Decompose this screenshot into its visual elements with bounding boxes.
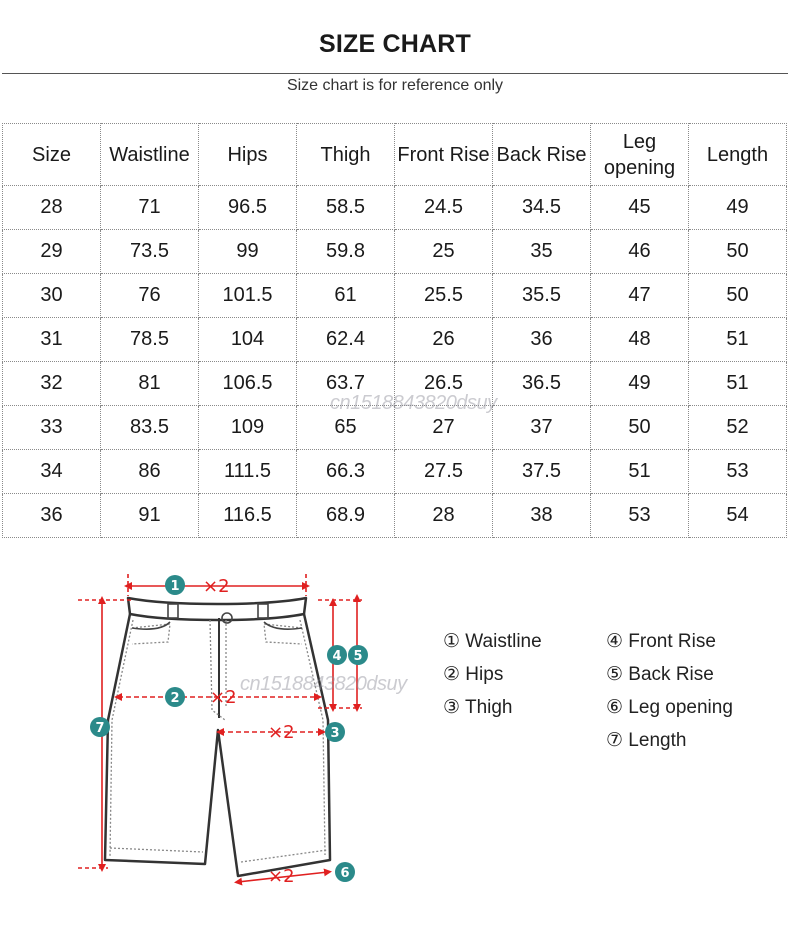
table-cell: 51	[591, 450, 689, 494]
legend-item-length: ⑦ Length	[606, 730, 687, 751]
table-cell: 53	[689, 450, 787, 494]
size-table	[2, 123, 787, 538]
thigh-multiplier: ×2	[268, 722, 295, 743]
table-cell: 96.5	[199, 186, 297, 230]
table-cell: 35	[493, 230, 591, 274]
table-cell: 37	[493, 406, 591, 450]
legend-item-hips: ② Hips	[443, 664, 504, 685]
table-row	[3, 318, 787, 362]
table-cell: 63.7	[297, 362, 395, 406]
page-subtitle: Size chart is for reference only	[286, 77, 504, 94]
table-cell: 36.5	[493, 362, 591, 406]
table-cell: 104	[199, 318, 297, 362]
hips-multiplier: ×2	[210, 687, 237, 708]
table-cell: 47	[591, 274, 689, 318]
svg-text:2: 2	[170, 691, 180, 706]
table-cell: 27	[395, 406, 493, 450]
table-cell: 24.5	[395, 186, 493, 230]
table-row	[3, 450, 787, 494]
table-cell: 29	[3, 230, 101, 274]
badge-4-icon	[327, 645, 347, 665]
table-cell: 101.5	[199, 274, 297, 318]
pants-diagram	[0, 560, 430, 900]
table-row	[3, 274, 787, 318]
table-cell: 54	[689, 494, 787, 538]
table-cell: 36	[3, 494, 101, 538]
table-cell: 30	[3, 274, 101, 318]
table-cell: 78.5	[101, 318, 199, 362]
table-cell: 25	[395, 230, 493, 274]
table-cell: 106.5	[199, 362, 297, 406]
table-cell: 33	[3, 406, 101, 450]
leg-opening-multiplier: ×2	[268, 866, 295, 887]
table-cell: 65	[297, 406, 395, 450]
table-cell: 25.5	[395, 274, 493, 318]
table-cell: 71	[101, 186, 199, 230]
table-cell: 27.5	[395, 450, 493, 494]
table-cell: 26.5	[395, 362, 493, 406]
column-header-length: Length	[689, 124, 787, 186]
table-cell: 83.5	[101, 406, 199, 450]
waist-multiplier: ×2	[203, 576, 230, 597]
table-cell: 35.5	[493, 274, 591, 318]
table-cell: 53	[591, 494, 689, 538]
column-header-front-rise: Front Rise	[395, 124, 493, 186]
table-cell: 34.5	[493, 186, 591, 230]
table-cell: 73.5	[101, 230, 199, 274]
table-cell: 99	[199, 230, 297, 274]
badge-2-icon	[165, 687, 185, 707]
svg-text:3: 3	[330, 726, 340, 741]
table-cell: 51	[689, 318, 787, 362]
table-cell: 91	[101, 494, 199, 538]
svg-text:4: 4	[332, 649, 342, 664]
table-cell: 28	[3, 186, 101, 230]
pants-illustration	[105, 598, 330, 876]
table-cell: 46	[591, 230, 689, 274]
badge-1-icon	[165, 575, 185, 595]
table-row	[3, 186, 787, 230]
column-header-thigh: Thigh	[297, 124, 395, 186]
table-cell: 49	[689, 186, 787, 230]
table-cell: 50	[689, 274, 787, 318]
table-cell: 62.4	[297, 318, 395, 362]
legend-item-waistline: ① Waistline	[443, 631, 542, 652]
badge-5-icon	[348, 645, 368, 665]
svg-text:5: 5	[353, 649, 363, 664]
legend-item-front-rise: ④ Front Rise	[606, 631, 716, 652]
table-cell: 111.5	[199, 450, 297, 494]
table-cell: 68.9	[297, 494, 395, 538]
column-header-leg-opening: Leg opening	[591, 124, 689, 186]
legend-item-back-rise: ⑤ Back Rise	[606, 664, 714, 685]
table-cell: 59.8	[297, 230, 395, 274]
table-cell: 50	[591, 406, 689, 450]
table-cell: 81	[101, 362, 199, 406]
table-cell: 32	[3, 362, 101, 406]
table-cell: 28	[395, 494, 493, 538]
table-cell: 48	[591, 318, 689, 362]
table-cell: 26	[395, 318, 493, 362]
table-cell: 109	[199, 406, 297, 450]
watermark-diagram: cn1518843820dsuy	[240, 673, 407, 695]
title-divider	[2, 73, 788, 74]
table-header-row	[3, 124, 787, 186]
legend-item-thigh: ③ Thigh	[443, 697, 513, 718]
table-cell: 61	[297, 274, 395, 318]
table-cell: 86	[101, 450, 199, 494]
table-cell: 36	[493, 318, 591, 362]
table-cell: 116.5	[199, 494, 297, 538]
page-title: SIZE CHART	[319, 30, 471, 58]
table-cell: 38	[493, 494, 591, 538]
badge-7-icon	[90, 717, 110, 737]
table-cell: 37.5	[493, 450, 591, 494]
badge-6-icon	[335, 862, 355, 882]
table-cell: 58.5	[297, 186, 395, 230]
svg-text:6: 6	[340, 866, 350, 881]
table-cell: 31	[3, 318, 101, 362]
table-cell: 52	[689, 406, 787, 450]
watermark-table: cn1518843820dsuy	[330, 392, 497, 414]
legend-right	[606, 625, 733, 757]
legend-left	[443, 625, 542, 724]
badge-3-icon	[325, 722, 345, 742]
table-cell: 51	[689, 362, 787, 406]
column-header-hips: Hips	[199, 124, 297, 186]
table-cell: 49	[591, 362, 689, 406]
table-cell: 45	[591, 186, 689, 230]
table-cell: 76	[101, 274, 199, 318]
svg-text:1: 1	[170, 579, 180, 594]
column-header-back-rise: Back Rise	[493, 124, 591, 186]
svg-text:7: 7	[95, 721, 105, 736]
table-row	[3, 494, 787, 538]
table-cell: 66.3	[297, 450, 395, 494]
column-header-waistline: Waistline	[101, 124, 199, 186]
legend-item-leg-opening: ⑥ Leg opening	[606, 697, 733, 718]
table-cell: 34	[3, 450, 101, 494]
table-cell: 50	[689, 230, 787, 274]
table-row	[3, 230, 787, 274]
column-header-size: Size	[3, 124, 101, 186]
